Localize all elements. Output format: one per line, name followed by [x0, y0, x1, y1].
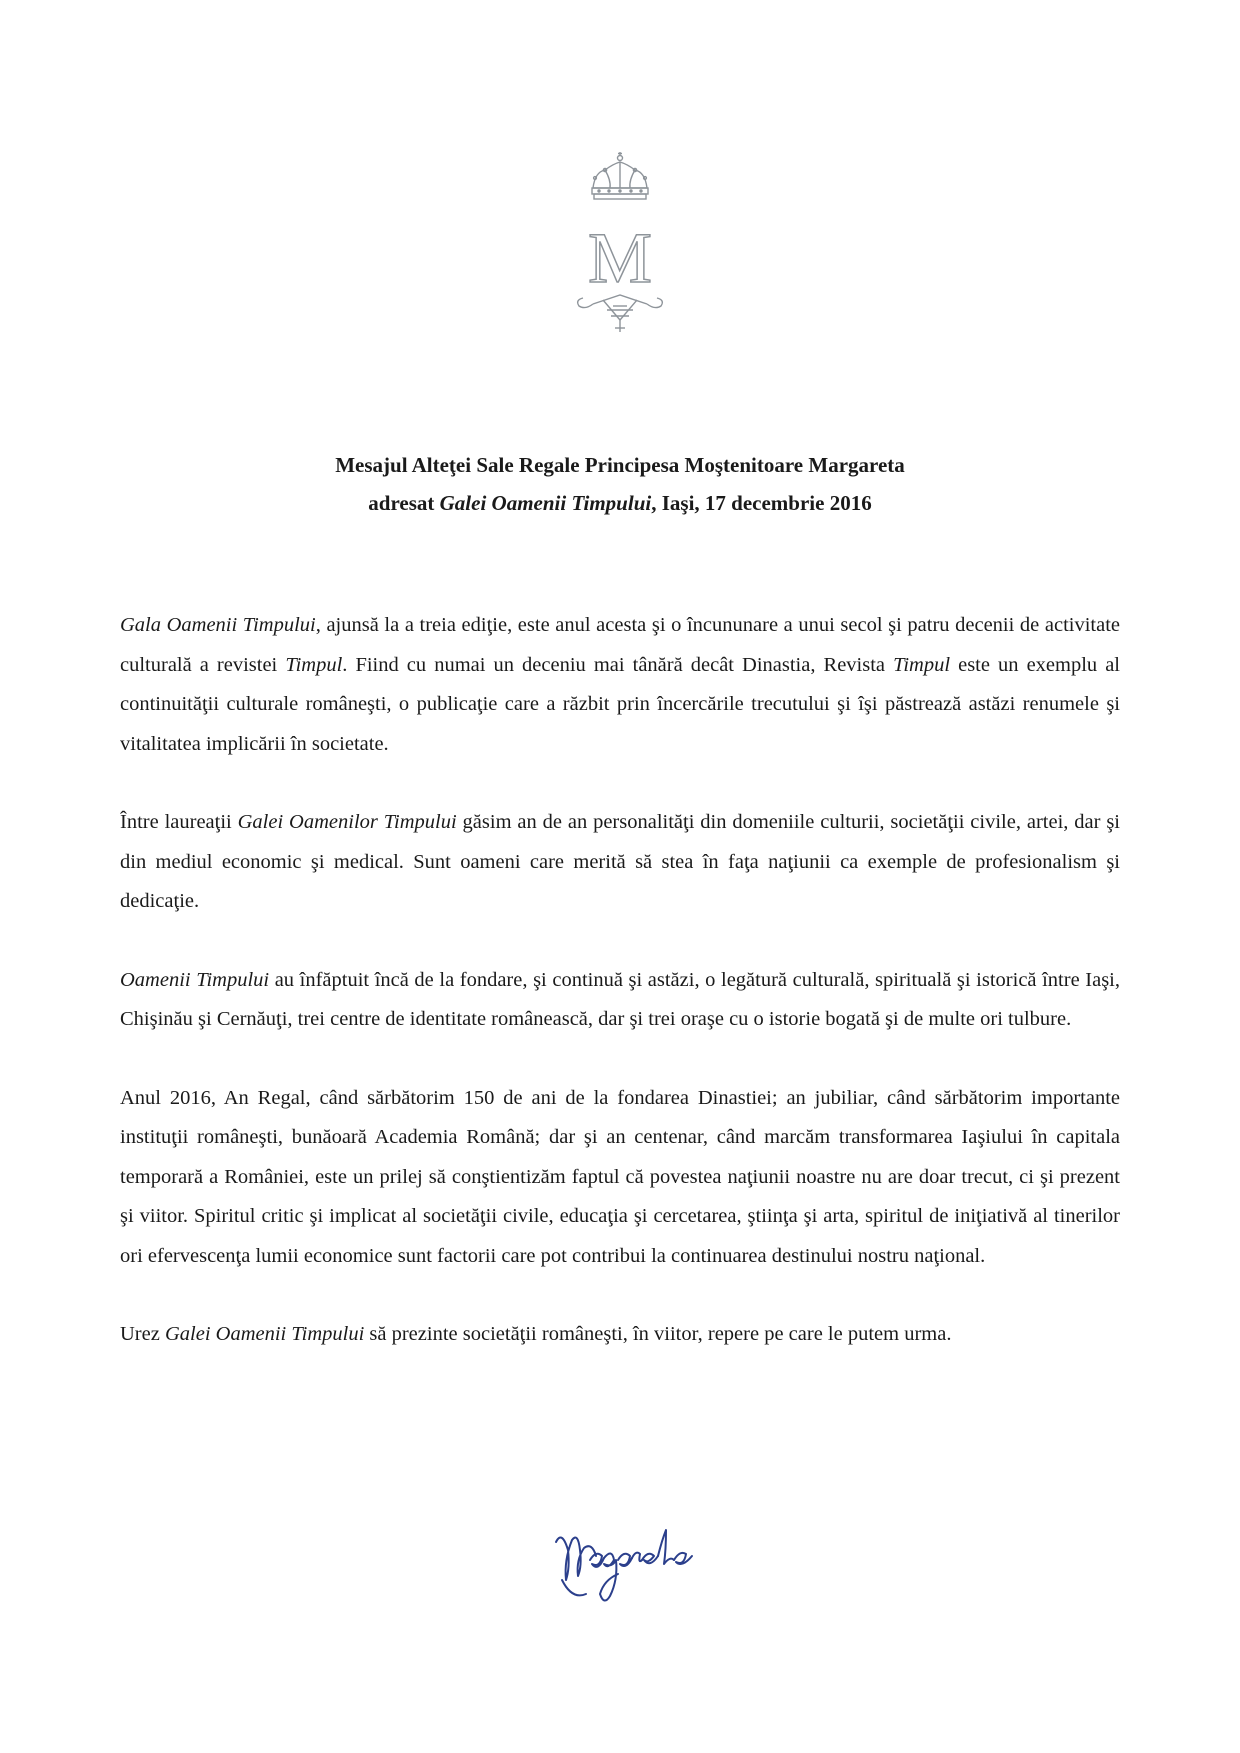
paragraph-text: să prezinte societăţii româneşti, în viitor, repere pe care le putem urma. — [364, 1323, 952, 1345]
paragraph-text: au înfăptuit încă de la fondare, şi continuă şi astăzi, o legătură culturală, spirituală şi istorică între Iaşi, Chişinău şi Cernăuţi, trei centre de identitate românească, dar şi trei oraşe cu o istorie bogată şi de multe ori tulbure. — [120, 968, 1120, 1030]
italic-text: Timpul — [893, 653, 951, 676]
paragraph-text: Între laureaţii — [120, 811, 238, 833]
heading-prefix: adresat — [368, 491, 440, 515]
italic-text: Timpul — [285, 653, 343, 676]
paragraph-text: . Fiind cu numai un deceniu mai tânără decât Dinastia, Revista — [342, 653, 894, 676]
paragraph-1 — [120, 606, 1120, 764]
paragraph-text: găsim an de an personalităţi din domeniile culturii, societăţii civile, artei, dar şi din mediul economic şi medical. Sunt oameni care merită să stea în faţa naţiunii ca exemple de profesionalism şi dedicaţie. — [120, 811, 1120, 912]
paragraph-3 — [120, 961, 1120, 1040]
ornamental-knot-icon — [578, 295, 663, 332]
message-body — [120, 606, 1120, 1355]
paragraph-text: , ajunsă la a treia ediţie, este anul acesta şi o încununare a unui secol şi patru decenii de activitate culturală a revistei — [120, 614, 1120, 676]
handwritten-signature — [552, 1520, 700, 1610]
heading-line-2 — [0, 484, 1240, 522]
royal-monogram — [565, 150, 675, 335]
paragraph-4 — [120, 1079, 1120, 1277]
italic-text: Galei Oamenilor Timpului — [237, 811, 457, 833]
heading-gala-name: Galei Oamenii Timpului — [439, 491, 652, 515]
heading-title: Mesajul Alteţei Sale Regale Principesa Moştenitoare Margareta — [335, 453, 905, 477]
message-heading — [0, 446, 1240, 522]
paragraph-2 — [120, 803, 1120, 922]
paragraph-text: Anul 2016, An Regal, când sărbătorim 150 de ani de la fondarea Dinastiei; an jubiliar, când sărbătorim importante instituţii româneşti, bunăoară Academia Română; dar şi an centenar, când marcăm transformarea Iaşiului în capitala temporară a României, este un prilej să conştientizăm faptul că povestea naţiunii noastre nu are doar trecut, ci şi prezent şi viitor. Spiritul critic şi implicat al societăţii civile, educaţia şi cercetarea, ştiinţa şi arta, spiritul de iniţiativă al tinerilor ori efervescenţa lumii economice sunt factorii care pot contribui la continuarea destinului nostru naţional. — [120, 1086, 1120, 1267]
paragraph-text: este un exemplu al continuităţii culturale româneşti, o publicaţie care a răzbit prin încercările trecutului şi îşi păstrează astăzi renumele şi vitalitatea implicării în societate. — [120, 653, 1121, 755]
royal-crown-icon — [592, 152, 648, 199]
italic-text: Galei Oamenii Timpului — [164, 1323, 365, 1345]
monogram-letter: M — [587, 218, 653, 298]
paragraph-text: Urez — [120, 1323, 165, 1345]
heading-line-1 — [0, 446, 1240, 484]
heading-place-date: , Iaşi, 17 decembrie 2016 — [651, 491, 872, 515]
italic-text: Gala Oamenii Timpului — [120, 614, 316, 636]
italic-text: Oamenii Timpului — [120, 968, 270, 991]
paragraph-5 — [120, 1315, 1120, 1355]
